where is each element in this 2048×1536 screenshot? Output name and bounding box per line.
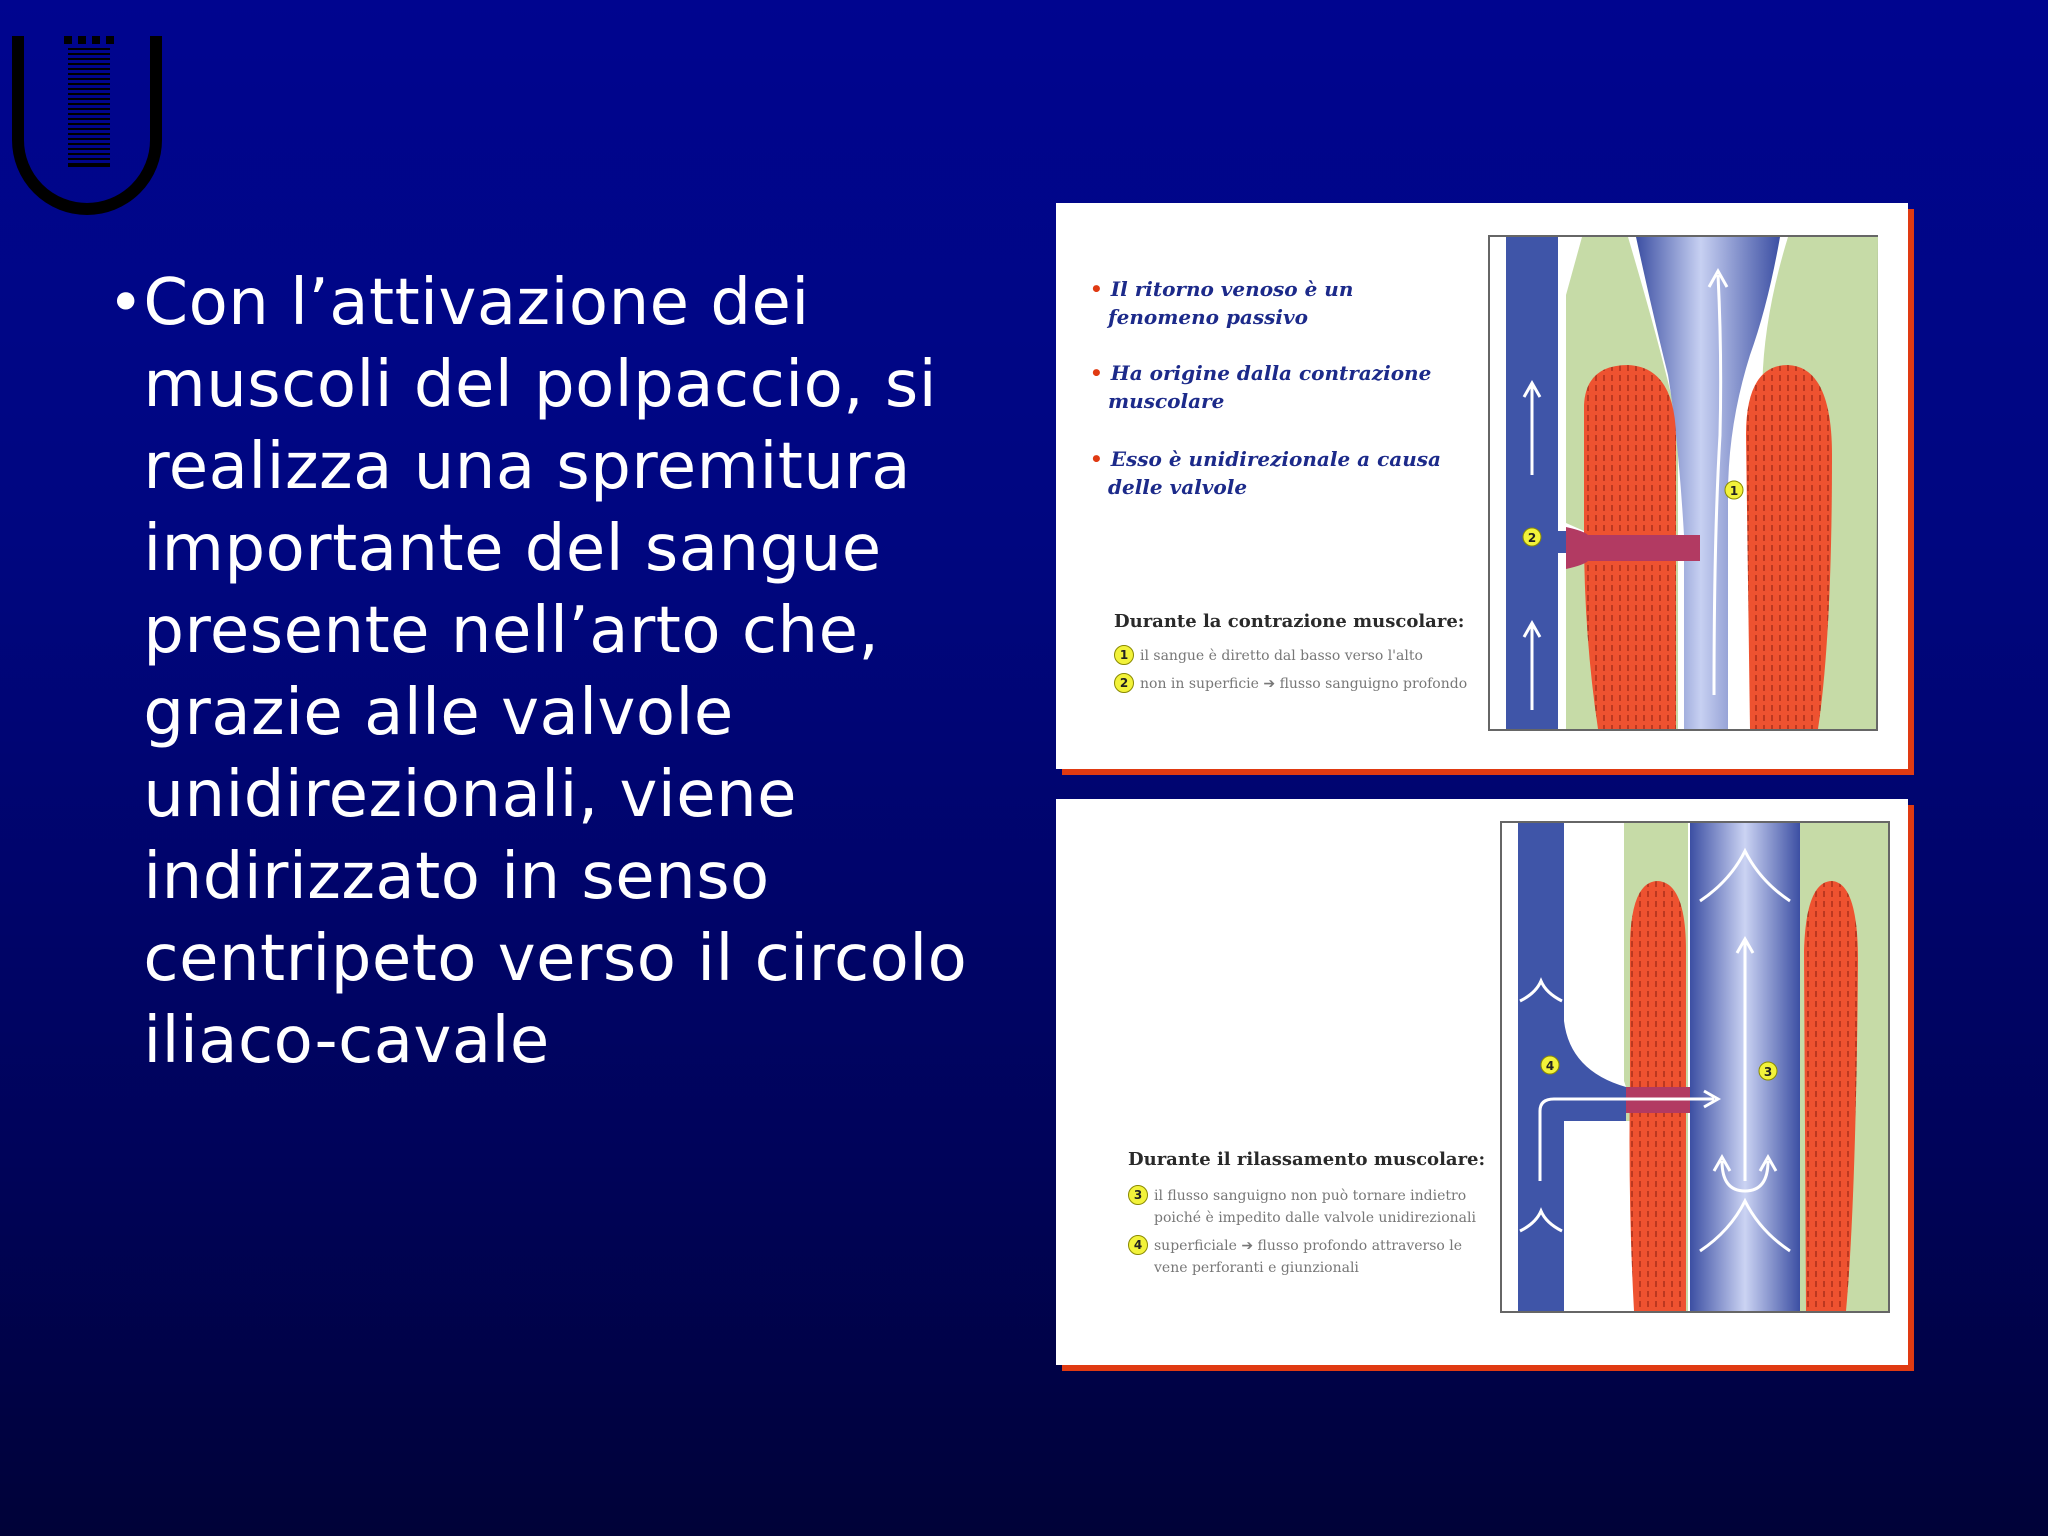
calf-muscle-right [1804,881,1858,1311]
legend-title: Durante il rilassamento muscolare: [1128,1149,1486,1170]
marker-3: 3 [1763,1065,1773,1079]
caption-2: • Ha origine dalla contrazione muscolare [1090,361,1432,413]
bullet-text: Con l’attivazione dei muscoli del polpaccio, si realizza una spremitura importante del sangue presente nell’arto che, grazie alle valvole unidirezionali, viene indirizzato in senso centripeto verso il circolo iliaco-cavale [143,266,968,1078]
caption-bullet-icon: • [1090,277,1103,301]
legend-title: Durante la contrazione muscolare: [1114,611,1465,632]
bullet-symbol: • [108,268,144,338]
legend-item-4: 4 superficiale ➔ flusso profondo attraverso le vene perforanti e giunzionali [1128,1235,1488,1279]
caption-3: • Esso è unidirezionale a causa delle valvole [1090,447,1441,499]
legend-item-2: 2 non in superficie ➔ flusso sanguigno profondo [1114,673,1494,695]
caption-bullet-icon: • [1090,447,1103,471]
legend-item-1: 1 il sangue è diretto dal basso verso l'alto [1114,645,1494,667]
relaxation-diagram-panel [1056,799,1908,1365]
marker-1: 1 [1729,484,1739,498]
leg-veins-illustration-relaxation [1500,821,1890,1313]
superficial-vein [1506,237,1566,729]
calf-muscle-right [1746,365,1832,729]
caption-1: • Il ritorno venoso è un fenomeno passivo [1090,277,1354,329]
contraction-diagram-panel [1056,203,1908,769]
leg-veins-illustration-contraction [1488,235,1878,731]
bullet-point [108,262,988,1082]
university-logo-icon [12,30,162,230]
caption-bullet-icon: • [1090,361,1103,385]
marker-4: 4 [1545,1059,1555,1073]
legend-item-3: 3 il flusso sanguigno non può tornare indietro poiché è impedito dalle valvole unidirezionali [1128,1185,1488,1229]
marker-2: 2 [1527,531,1537,545]
